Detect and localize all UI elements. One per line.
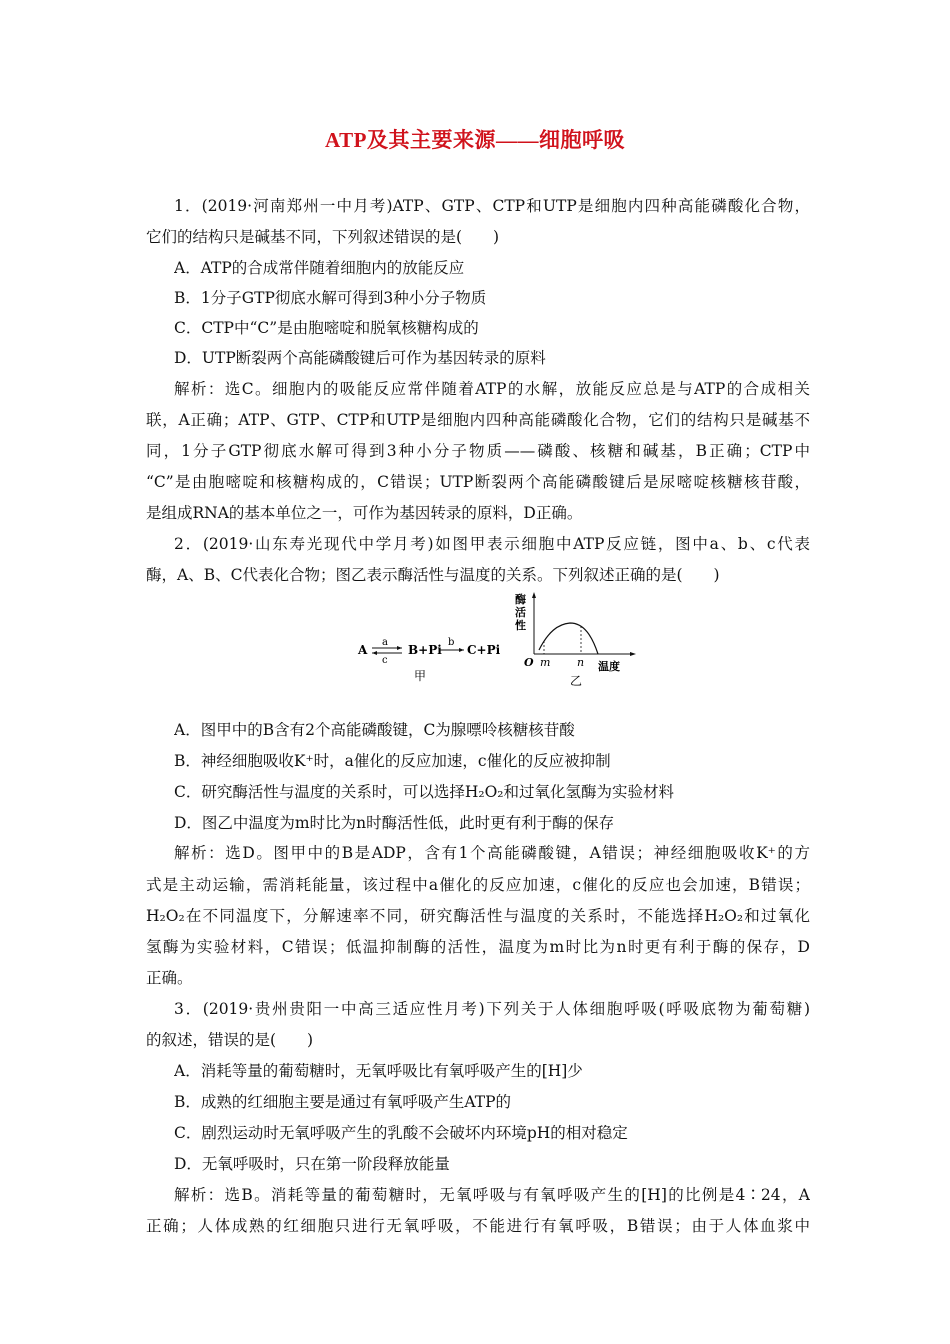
fig-jia-label-cpi: C+Pi [467,643,501,657]
q1-analysis-line-1: 解析：选C。细胞内的吸能反应常伴随着ATP的水解，放能反应总是与ATP的合成相关 [174,380,810,398]
fig-jia-arrowhead-b [459,648,464,652]
fig-yi-activity-curve [539,623,598,654]
q2-option-d: D．图乙中温度为m时比为n时酶活性低，此时更有利于酶的保存 [174,814,615,832]
fig-yi-origin: O [524,656,534,669]
fig-jia-label-a: a [382,637,388,648]
q2-option-b: B．神经细胞吸收K⁺时，a催化的反应加速，c催化的反应被抑制 [174,752,611,770]
q2-analysis-line-1: 解析：选D。图甲中的B是ADP，含有1个高能磷酸键，A错误；神经细胞吸收K⁺的方 [174,844,810,862]
figure-enzyme-activity-temperature [512,590,662,690]
q1-option-a: A．ATP的合成常伴随着细胞内的放能反应 [174,259,465,277]
q1-option-c: C．CTP中“C”是由胞嘧啶和脱氧核糖构成的 [174,319,479,337]
q3-analysis-line-1: 解析：选B。消耗等量的葡萄糖时，无氧呼吸与有氧呼吸产生的[H]的比例是4∶24，A [174,1186,810,1204]
q2-analysis-line-2: 式是主动运输，需消耗能量，该过程中a催化的反应加速，c催化的反应也会加速，B错误； [146,876,810,894]
fig-yi-label-n: n [577,656,585,669]
page-title: ATP及其主要来源——细胞呼吸 [325,128,625,152]
q1-analysis-line-4: “C”是由胞嘧啶和核糖构成的，C错误；UTP断裂两个高能磷酸键后是尿嘧啶核糖核苷酸， [146,473,810,491]
q3-option-b: B．成熟的红细胞主要是通过有氧呼吸产生ATP的 [174,1093,512,1111]
q3-analysis-line-2: 正确；人体成熟的红细胞只进行无氧呼吸，不能进行有氧呼吸，B错误；由于人体血浆中 [146,1217,810,1235]
q3-option-a: A．消耗等量的葡萄糖时，无氧呼吸比有氧呼吸产生的[H]少 [174,1062,583,1080]
fig-jia-label-A: A [358,643,368,657]
q1-stem-line-1: 1．(2019·河南郑州一中月考)ATP、GTP、CTP和UTP是细胞内四种高能磷酸化合物， [174,197,810,215]
q1-stem-line-2: 它们的结构只是碱基不同，下列叙述错误的是( ) [146,228,500,246]
q2-option-a: A．图甲中的B含有2个高能磷酸键，C为腺嘌呤核糖核苷酸 [174,721,575,739]
q1-analysis-line-5: 是组成RNA的基本单位之一，可作为基因转录的原料，D正确。 [146,504,583,522]
fig-yi-y-arrowhead [532,592,536,598]
q3-option-c: C．剧烈运动时无氧呼吸产生的乳酸不会破坏内环境pH的相对稳定 [174,1124,628,1142]
fig-yi-label-m: m [540,656,551,669]
fig-jia-arrowhead-a [397,646,402,650]
fig-jia-arrowhead-c [372,651,377,655]
fig-yi-x-arrowhead [630,652,636,656]
q2-analysis-line-4: 氢酶为实验材料，C错误；低温抑制酶的活性，温度为m时比为n时更有利于酶的保存，D [146,938,810,956]
fig-jia-label-c: c [382,655,388,666]
q3-option-d: D．无氧呼吸时，只在第一阶段释放能量 [174,1155,450,1173]
q1-option-b: B．1分子GTP彻底水解可得到3种小分子物质 [174,289,487,307]
fig-yi-caption: 乙 [570,674,583,688]
fig-yi-ylabel-2: 活 [515,606,526,619]
q2-stem-line-2: 酶，A、B、C代表化合物；图乙表示酶活性与温度的关系。下列叙述正确的是( ) [146,566,720,584]
q1-option-d: D．UTP断裂两个高能磷酸键后可作为基因转录的原料 [174,349,546,367]
fig-yi-ylabel-1: 酶 [515,593,526,606]
q2-stem-line-1: 2．(2019·山东寿光现代中学月考)如图甲表示细胞中ATP反应链，图中a、b、c代表 [174,535,810,553]
q2-analysis-line-5: 正确。 [146,969,193,987]
q1-analysis-line-3: 同，1分子GTP彻底水解可得到3种小分子物质——磷酸、核糖和碱基，B正确；CTP中 [146,442,810,460]
q3-stem-line-1: 3．(2019·贵州贵阳一中高三适应性月考)下列关于人体细胞呼吸(呼吸底物为葡萄糖) [174,1000,810,1018]
q1-analysis-line-2: 联，A正确；ATP、GTP、CTP和UTP是细胞内四种高能磷酸化合物，它们的结构只是碱基不 [146,411,810,429]
figure-atp-reaction-chain [352,630,502,688]
q3-stem-line-2: 的叙述，错误的是( ) [146,1031,314,1049]
q2-analysis-line-3: H₂O₂在不同温度下，分解速率不同，研究酶活性与温度的关系时，不能选择H₂O₂和过氧化 [146,907,810,925]
fig-jia-caption: 甲 [414,669,427,683]
fig-yi-ylabel-3: 性 [515,619,526,632]
q2-option-c: C．研究酶活性与温度的关系时，可以选择H₂O₂和过氧化氢酶为实验材料 [174,783,675,801]
fig-jia-label-bpi: B+Pi [408,643,442,657]
fig-jia-label-b: b [448,637,455,648]
fig-yi-xlabel: 温度 [598,660,620,673]
